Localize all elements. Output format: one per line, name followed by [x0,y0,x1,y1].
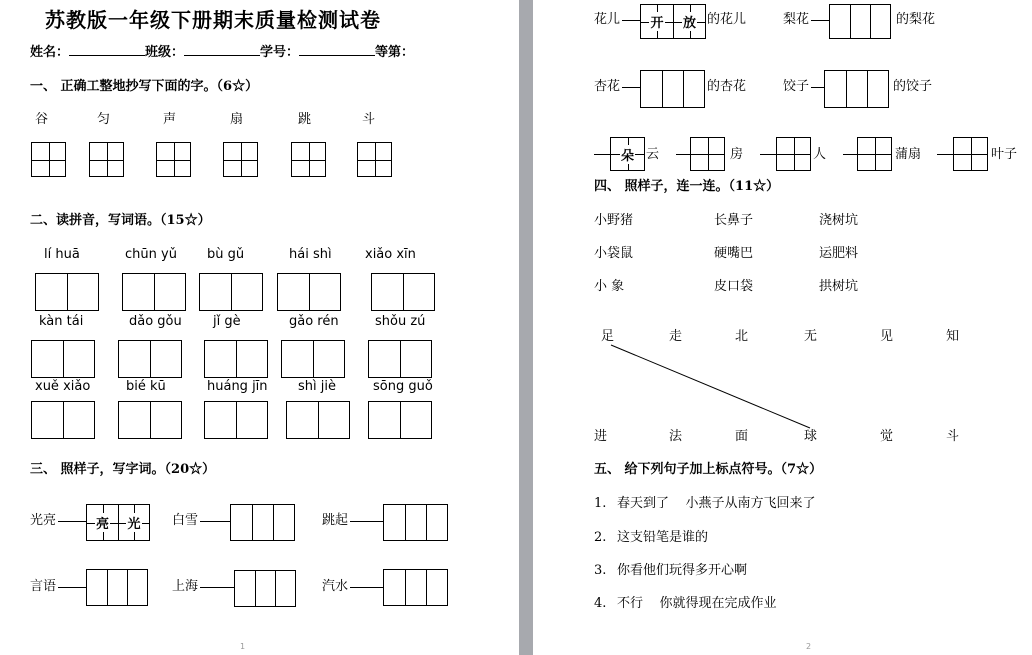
pinyin: xiǎo xīn [365,247,416,262]
phrase-left: 花儿 [594,12,621,27]
example-char: 朵 [620,145,635,164]
copy-grid[interactable] [357,142,392,177]
word-grid[interactable] [281,340,345,378]
example-char: 光 [126,513,141,532]
section-5-heading: 五、 给下列句子加上标点符号。（7☆） [594,462,823,477]
name-field[interactable] [69,55,145,56]
match-char-bottom[interactable]: 球 [804,429,818,444]
pinyin: jǐ gè [213,314,241,329]
pinyin: huáng jīn [207,379,268,394]
char-3: 声 [163,112,177,127]
section-2-heading: 二、读拼音，写词语。（15☆） [30,213,211,228]
pinyin: lí huā [44,247,80,262]
page-2 [533,0,1032,655]
measure-item: 云 [646,147,660,162]
answer-grid[interactable] [383,569,448,606]
match-item[interactable]: 小袋鼠 [594,246,634,261]
pinyin: dǎo gǒu [129,314,182,329]
phrase-right: 的梨花 [896,12,936,27]
number-field[interactable] [299,55,375,56]
page-number: 1 [240,642,246,651]
phrase-left: 杏花 [594,79,621,94]
answer-grid[interactable] [383,504,448,541]
word-grid[interactable] [204,340,268,378]
class-label: 班级： [145,45,185,60]
word-label: 光亮 [30,513,57,528]
measure-item: 人 [813,147,827,162]
pinyin: kàn tái [39,314,84,329]
example-char: 开 [649,12,664,31]
word-grid[interactable] [31,340,95,378]
page-title: 苏教版一年级下册期末质量检测试卷 [45,8,381,32]
connector-line [350,521,383,522]
match-item[interactable]: 小野猪 [594,213,634,228]
answer-grid[interactable] [234,570,296,607]
match-char-top[interactable]: 足 [601,329,615,344]
match-char-top[interactable]: 知 [946,329,960,344]
pinyin: xuě xiǎo [35,379,91,394]
pinyin: bù gǔ [207,247,245,262]
measure-item: 叶子 [991,147,1018,162]
match-char-top[interactable]: 见 [880,329,894,344]
pinyin: hái shì [289,247,332,262]
word-label: 汽水 [322,579,349,594]
word-grid[interactable] [122,273,186,311]
word-grid[interactable] [277,273,341,311]
phrase-left: 饺子 [783,79,810,94]
match-char-bottom[interactable]: 觉 [880,429,894,444]
word-label: 上海 [172,579,199,594]
section-1-heading: 一、 正确工整地抄写下面的字。（6☆） [30,79,259,94]
connector-line [350,587,383,588]
copy-grid[interactable] [156,142,191,177]
sentence-text: 这支铅笔是谁的 [617,530,709,545]
pinyin: bié kū [126,379,166,394]
connector-line [200,521,230,522]
word-grid[interactable] [368,401,432,439]
word-label: 言语 [30,579,57,594]
student-info-header [30,46,414,59]
sentence-text: 不行 你就得现在完成作业 [617,596,777,611]
class-field[interactable] [184,55,260,56]
pinyin: chūn yǔ [125,247,177,262]
word-grid[interactable] [199,273,263,311]
sentence-text: 你看他们玩得多开心啊 [617,563,748,578]
number-label: 学号： [260,45,300,60]
phrase-right: 的花儿 [707,12,747,27]
sentence-number: 2. [594,530,607,545]
measure-item: 蒲扇 [895,147,922,162]
pinyin: shì jiè [298,379,336,394]
char-5: 跳 [298,112,312,127]
word-grid[interactable] [368,340,432,378]
match-char-bottom[interactable]: 进 [594,429,608,444]
grade-label: 等第： [375,45,415,60]
word-grid[interactable] [118,340,182,378]
example-match-line [533,0,1032,655]
phrase-right: 的杏花 [707,79,747,94]
pinyin: gǎo rén [289,314,339,329]
copy-grid[interactable] [223,142,258,177]
match-item[interactable]: 拱树坑 [819,279,859,294]
answer-grid[interactable] [230,504,295,541]
match-char-bottom[interactable]: 面 [735,429,749,444]
section-3-heading: 三、 照样子，写字词。（20☆） [30,462,216,477]
word-grid[interactable] [31,401,95,439]
sentence-number: 4. [594,596,607,611]
match-char-top[interactable]: 无 [804,329,818,344]
phrase-left: 梨花 [783,12,810,27]
char-1: 谷 [35,112,49,127]
match-item[interactable]: 长鼻子 [714,213,754,228]
word-grid[interactable] [35,273,99,311]
word-grid[interactable] [204,401,268,439]
section-4-heading: 四、 照样子，连一连。（11☆） [594,179,780,194]
sentence-number: 1. [594,496,607,511]
word-grid[interactable] [286,401,350,439]
word-grid[interactable] [371,273,435,311]
word-label: 白雪 [172,513,199,528]
sentence-number: 3. [594,563,607,578]
copy-grid[interactable] [291,142,326,177]
match-item[interactable]: 浇树坑 [819,213,859,228]
example-char: 放 [682,12,697,31]
word-grid[interactable] [118,401,182,439]
measure-item: 房 [730,147,744,162]
match-item[interactable]: 皮口袋 [714,279,754,294]
match-item[interactable]: 小 象 [594,279,625,294]
example-char: 亮 [95,513,110,532]
answer-grid[interactable] [86,569,148,606]
copy-grid[interactable] [89,142,124,177]
page-divider [519,0,533,655]
char-4: 扇 [230,112,244,127]
name-label: 姓名： [30,45,70,60]
match-char-bottom[interactable]: 斗 [946,429,960,444]
match-char-top[interactable]: 走 [669,329,683,344]
pinyin: shǒu zú [375,314,426,329]
connector-line [200,587,234,588]
connector-line [58,587,86,588]
sentence-text: 春天到了 小燕子从南方飞回来了 [617,496,816,511]
char-2: 匀 [97,112,111,127]
match-char-bottom[interactable]: 法 [669,429,683,444]
connector-line [58,521,86,522]
pinyin: sōng guǒ [373,379,433,394]
copy-grid[interactable] [31,142,66,177]
example-grid [86,504,150,541]
char-6: 斗 [362,112,376,127]
match-item[interactable]: 运肥料 [819,246,859,261]
page-number: 2 [806,642,812,651]
word-label: 跳起 [322,513,349,528]
match-item[interactable]: 硬嘴巴 [714,246,754,261]
match-char-top[interactable]: 北 [735,329,749,344]
phrase-right: 的饺子 [893,79,933,94]
